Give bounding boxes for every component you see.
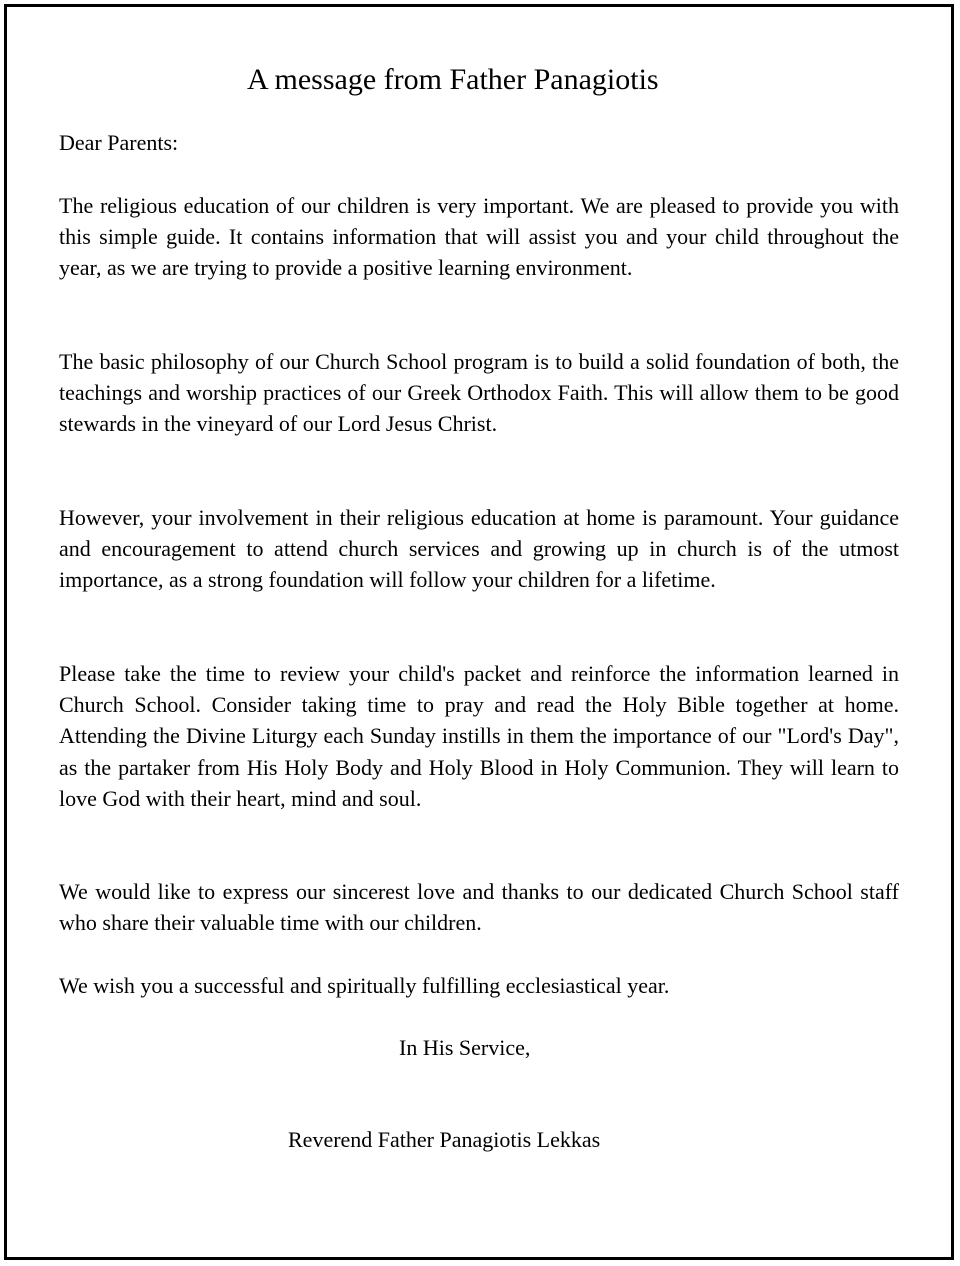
paragraph-intro: The religious education of our children is very important. We are pleased to provide you with this simple guide. It contains information that will assist you and your child throughout the year, as we are trying to provide a positive learning environment.	[59, 193, 899, 281]
salutation: Dear Parents:	[59, 130, 179, 155]
paragraph-thanks-staff: We would like to express our sincerest love and thanks to our dedicated Church School staff who share their valuable time with our children.	[59, 879, 899, 936]
paragraph-review-packet: Please take the time to review your child's packet and reinforce the information learned in Church School. Consider taking time to pray and read the Holy Bible together at home. Attending the Divine Liturgy each Sunday instills in them the importance of our "Lord's Day", as the partaker from His Holy Body and Holy Blood in Holy Communion. They will learn to love God with their heart, mind and soul.	[59, 661, 899, 811]
signature-name: Reverend Father Panagiotis Lekkas	[288, 1127, 601, 1152]
paragraph-wishes: We wish you a successful and spiritually fulfilling ecclesiastical year.	[59, 973, 670, 998]
paragraph-philosophy: The basic philosophy of our Church School program is to build a solid foundation of both, the teachings and worship practices of our Greek Orthodox Faith. This will allow them to be good stewards in the vineyard of our Lord Jesus Christ.	[59, 349, 899, 437]
letter-title: A message from Father Panagiotis	[247, 63, 659, 96]
closing-line: In His Service,	[399, 1035, 531, 1060]
paragraph-involvement: However, your involvement in their religious education at home is paramount. Your guidance and encouragement to attend church services and growing up in church is of the utmost importance, as a strong foundation will follow your children for a lifetime.	[59, 505, 899, 593]
